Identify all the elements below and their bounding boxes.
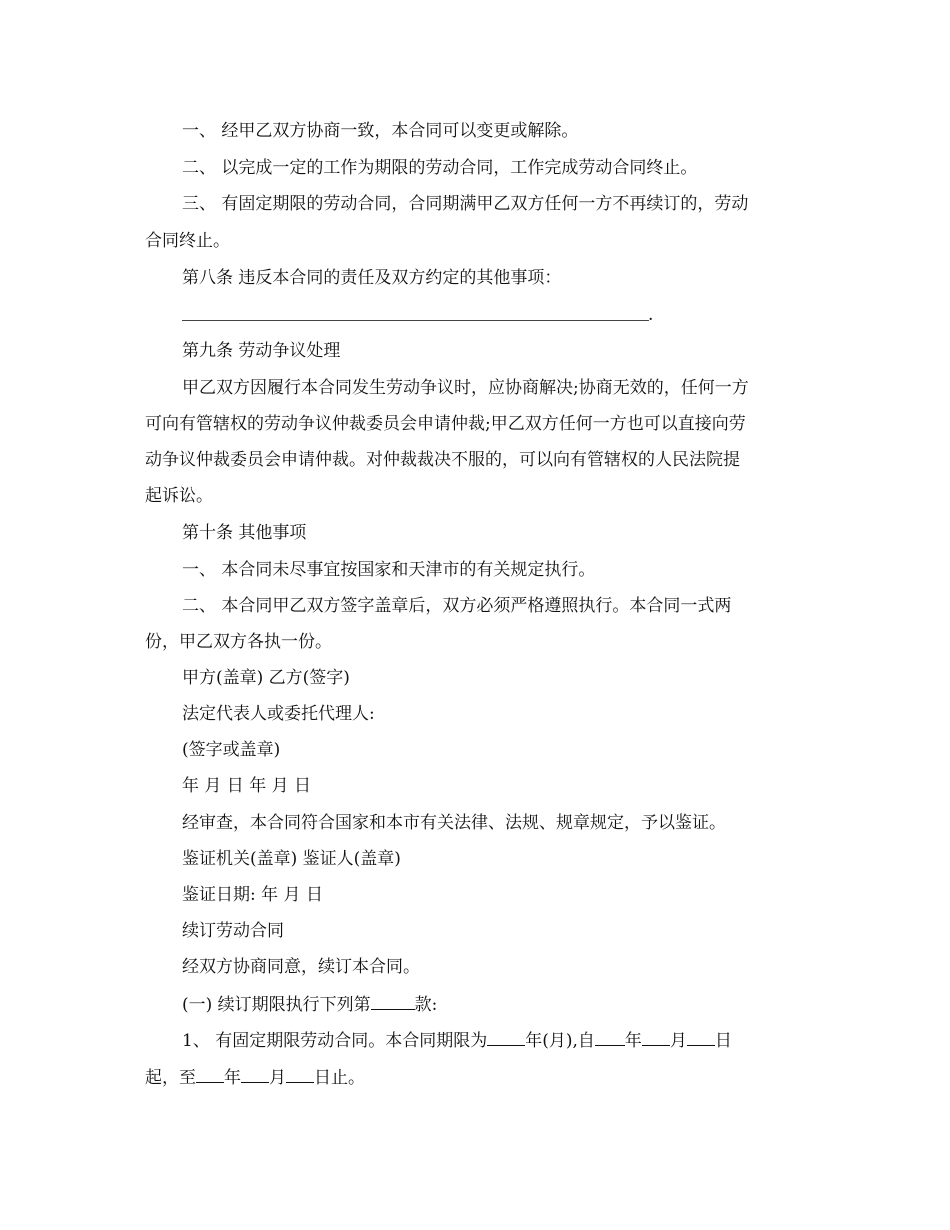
article-9-para-line3: 动争议仲裁委员会申请仲裁。对仲裁裁决不服的，可以向有管辖权的人民法院提	[145, 450, 740, 470]
clause-3-line2: 合同终止。	[145, 231, 230, 251]
verification-statement: 经审查，本合同符合国家和本市有关法律、法规、规章规定，予以鉴证。	[182, 813, 726, 833]
start-day-blank	[687, 1029, 715, 1046]
signature-note: (签字或盖章)	[182, 740, 281, 760]
renewal-term-suffix: 款:	[414, 995, 438, 1015]
fixed-term-line2	[145, 1066, 815, 1089]
article-10-heading: 第十条 其他事项	[182, 523, 307, 543]
end-day-label: 日止。	[314, 1068, 365, 1088]
verification-date: 鉴证日期: 年 月 日	[182, 885, 323, 905]
years-blank	[487, 1029, 525, 1046]
article-9-para-line2: 可向有管辖权的劳动争议仲裁委员会申请仲裁;甲乙双方任何一方也可以直接向劳	[145, 414, 746, 434]
end-year-blank	[196, 1066, 224, 1083]
renewal-term-text: (一) 续订期限执行下列第	[182, 995, 371, 1015]
end-date-prefix: 起，至	[145, 1068, 196, 1088]
clause-3-line1: 三、 有固定期限的劳动合同，合同期满甲乙双方任何一方不再续订的，劳动	[182, 194, 749, 214]
article-10-item-2-line2: 份，甲乙双方各执一份。	[145, 632, 332, 652]
renewal-heading: 续订劳动合同	[182, 921, 284, 941]
article-10-item-2-line1: 二、 本合同甲乙双方签字盖章后，双方必须严格遵照执行。本合同一式两	[182, 596, 732, 616]
start-day-label: 日	[714, 1031, 732, 1051]
start-year-blank	[595, 1029, 625, 1046]
article-8-heading: 第八条 违反本合同的责任及双方约定的其他事项：	[182, 268, 562, 288]
start-month-blank	[642, 1029, 670, 1046]
verification-authority: 鉴证机关(盖章) 鉴证人(盖章)	[182, 849, 401, 869]
end-day-blank	[286, 1066, 314, 1083]
signature-dates: 年 月 日 年 月 日	[182, 776, 312, 796]
signature-parties: 甲方(盖章) 乙方(签字)	[182, 668, 350, 688]
signature-representative: 法定代表人或委托代理人:	[182, 704, 375, 724]
fixed-term-text: 1、 有固定期限劳动合同。本合同期限为	[182, 1031, 488, 1051]
clause-2: 二、 以完成一定的工作为期限的劳动合同，工作完成劳动合同终止。	[182, 158, 698, 178]
article-9-para-line1: 甲乙双方因履行本合同发生劳动争议时，应协商解决;协商无效的，任何一方	[182, 378, 749, 398]
fill-in-blank-line	[182, 320, 649, 321]
fixed-term-years-label: 年(月),自	[525, 1031, 595, 1051]
renewal-term-clause	[182, 993, 852, 1016]
fixed-term-line1	[182, 1029, 852, 1052]
renewal-statement: 经双方协商同意，续订本合同。	[182, 957, 420, 977]
clause-number-blank	[371, 993, 415, 1010]
article-9-heading: 第九条 劳动争议处理	[182, 341, 341, 361]
article-10-item-1: 一、 本合同未尽事宜按国家和天津市的有关规定执行。	[182, 560, 596, 580]
end-month-blank	[241, 1066, 269, 1083]
end-year-label: 年	[224, 1068, 241, 1088]
start-year-label: 年	[624, 1031, 642, 1051]
end-month-label: 月	[269, 1068, 286, 1088]
article-9-para-line4: 起诉讼。	[145, 486, 213, 506]
start-month-label: 月	[669, 1031, 687, 1051]
blank-line-period: .	[648, 305, 654, 325]
clause-1: 一、 经甲乙双方协商一致，本合同可以变更或解除。	[182, 121, 579, 141]
